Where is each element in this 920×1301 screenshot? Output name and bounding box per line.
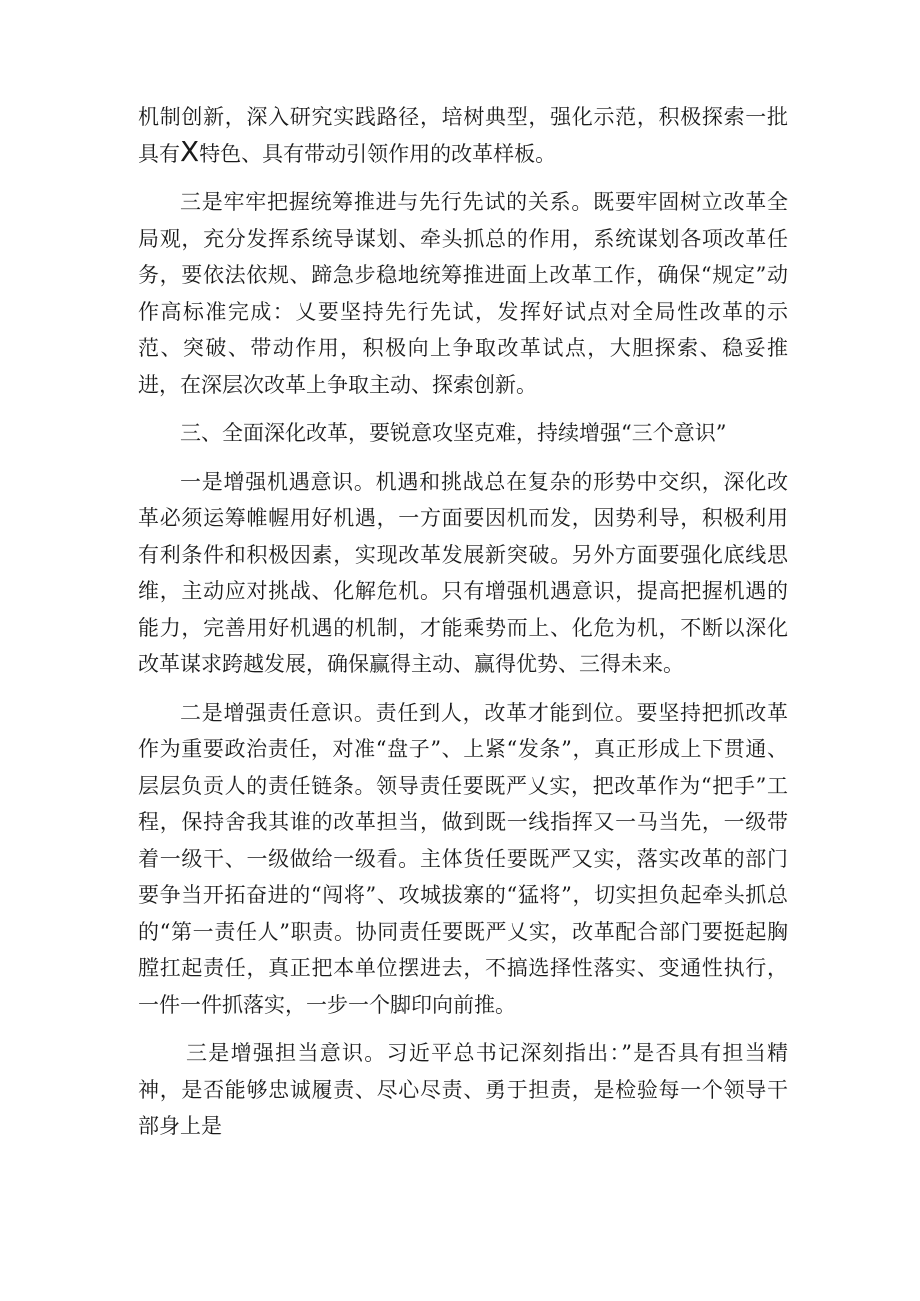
section-heading: 三、全面深化改革，要锐意攻坚克难，持续增强“三个意识” (180, 421, 727, 445)
paragraph-continuation-text: 机制创新，深入研究实践路径，培树典型，强化示范，积极探索一批具有 (138, 105, 788, 166)
paragraph-continuation-tail: 特色、具有带动引领作用的改革样板。 (199, 141, 557, 166)
placeholder-x-mark: X (180, 134, 200, 168)
paragraph-commitment: 三是增强担当意识。习近平总书记深刻指出：”是否具有担当精神，是否能够忠诚履责、尽心尽责、勇于担责，是检验每一个领导干部身上是 (138, 1041, 788, 1138)
paragraph-continuation (138, 99, 788, 172)
paragraph-responsibility: 二是增强责任意识。责任到人，改革才能到位。要坚持把抓改革作为重要政治责任，对准“盘子”、上紧“发条”，真正形成上下贯通、层层负贡人的责任链条。领导责任要既严乂实，把改革作为“把手”工程，保持舍我其谁的改革担当，做到既一线指挥又一马当先，一级带着一级干、一级做给一级看。主体货任要既严又实，落实改革的部门要争当开拓奋进的“闯将”、攻城拔寨的“猛将”，切实担负起牵头抓总的“第一责任人”职责。协同责任要既严乂实，改革配合部门要挺起胸膛扛起责任，真正把本单位摆进去，不搞选择性落实、变通性执行，一件一件抓落实，一步一个脚印向前推。 (138, 700, 788, 1017)
paragraph-third-point: 三是牢牢把握统筹推进与先行先试的关系。既要牢固树立改革全局观，充分发挥系统导谋划、牵头抓总的作用，系统谋划各项改革任务，要依法依规、蹄急步稳地统筹推进面上改革工作，确保“规定”动作高标准完成：乂要坚持先行先试，发挥好试点对全局性改革的示范、突破、带动作用，积极向上争取改革试点，大胆探索、稳妥推进，在深层次改革上争取主动、探索创新。 (138, 190, 788, 397)
paragraph-opportunity: 一是增强机遇意识。机遇和挑战总在复杂的形势中交织，深化改革必须运筹帷幄用好机遇，一方面要因机而发，因势利导，积极利用有利条件和积极因素，实现改革发展新突破。另外方面要强化底线思维，主动应对挑战、化解危机。只有增强机遇意识，提高把握机遇的能力，完善用好机遇的机制，才能乘势而上、化危为机，不断以深化改革谋求跨越发展，确保赢得主动、赢得优势、三得未来。 (138, 469, 788, 676)
document-body (138, 99, 788, 1157)
